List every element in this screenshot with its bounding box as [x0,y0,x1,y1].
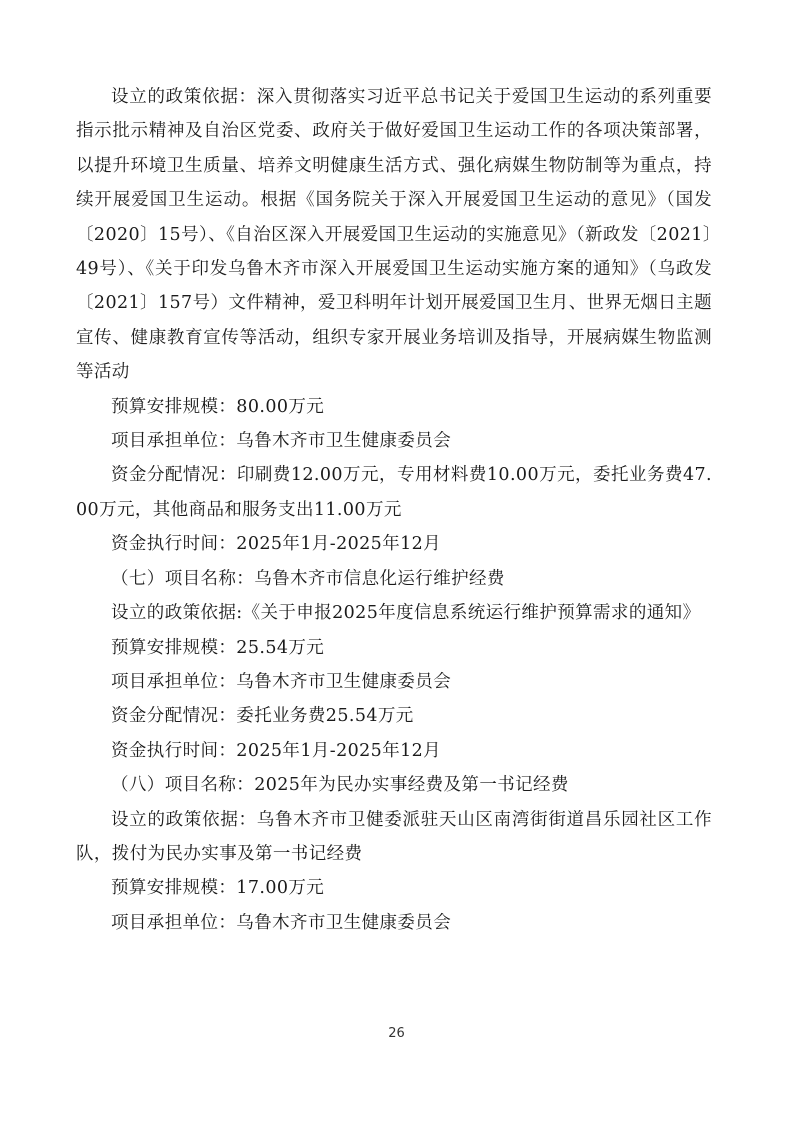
project-7-fund-allocation: 资金分配情况：委托业务费25.54万元 [111,706,414,727]
project-7-execution-time: 资金执行时间：2025年1月-2025年12月 [111,740,442,761]
project-7-title: （七）项目名称：乌鲁木齐市信息化运行维护经费 [111,568,505,589]
fund-allocation-paragraph: 资金分配情况：印刷费12.00万元，专用材料费10.00万元，委托业务费47.00万元，其他商品和服务支出11.00万元 [76,465,712,520]
project-7-responsible-unit: 项目承担单位：乌鲁木齐市卫生健康委员会 [111,671,452,692]
budget-scale-line: 预算安排规模：80.00万元 [111,396,325,417]
project-8-title: （八）项目名称：2025年为民办实事经费及第一书记经费 [111,775,569,796]
project-7-budget-scale: 预算安排规模：25.54万元 [111,637,325,658]
page-number: 26 [388,1026,405,1041]
project-8-responsible-unit: 项目承担单位：乌鲁木齐市卫生健康委员会 [111,912,452,933]
project-8-policy-basis: 设立的政策依据：乌鲁木齐市卫健委派驻天山区南湾街街道昌乐园社区工作队，拨付为民办实事及第一书记经费 [76,809,712,864]
execution-time-line: 资金执行时间：2025年1月-2025年12月 [111,534,442,555]
project-8-budget-scale: 预算安排规模：17.00万元 [111,878,325,899]
responsible-unit-line: 项目承担单位：乌鲁木齐市卫生健康委员会 [111,431,452,452]
policy-basis-paragraph: 设立的政策依据：深入贯彻落实习近平总书记关于爱国卫生运动的系列重要指示批示精神及自治区党委、政府关于做好爱国卫生运动工作的各项决策部署，以提升环境卫生质量、培养文明健康生活方式、强化病媒生物防制等为重点，持续开展爱国卫生运动。根据《国务院关于深入开展爱国卫生运动的意见》（国发〔2020〕15号）、《自治区深入开展爱国卫生运动的实施意见》（新政发〔2021〕49号）、《关于印发乌鲁木齐市深入开展爱国卫生运动实施方案的通知》（乌政发〔2021〕157号）文件精神，爱卫科明年计划开展爱国卫生月、世界无烟日主题宣传、健康教育宣传等活动，组织专家开展业务培训及指导，开展病媒生物监测等活动 [76,87,712,383]
document-body [76,80,712,940]
project-7-policy-basis: 设立的政策依据:《关于申报2025年度信息系统运行维护预算需求的通知》 [111,603,701,624]
